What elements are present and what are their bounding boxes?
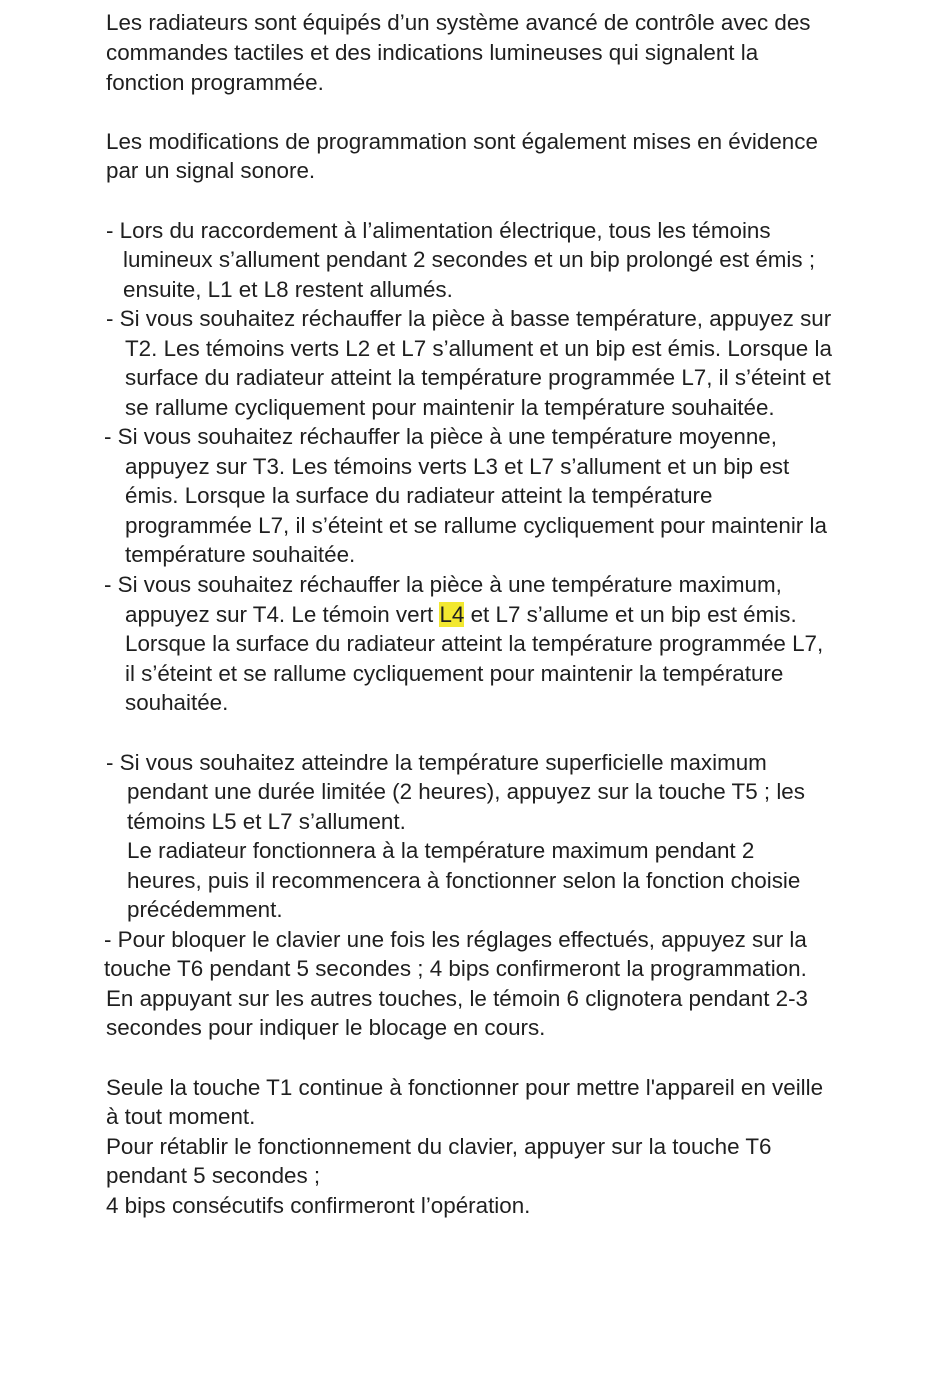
max-temp-item-line-4: il s’éteint et se rallume cycliquement pour maintenir la température (125, 661, 784, 686)
low-temp-item-line-1: - Si vous souhaitez réchauffer la pièce à basse température, appuyez sur (106, 306, 832, 331)
boost-item-line-2: pendant une durée limitée (2 heures), appuyez sur la touche T5 ; les (127, 779, 805, 804)
max-temp-item-line-2-end: et L7 s’allume et un bip est émis. (464, 602, 797, 627)
max-temp-item-line-2-start: appuyez sur T4. Le témoin vert (125, 602, 440, 627)
boost-item-line-6: précédemment. (127, 897, 283, 922)
power-item-line-2: lumineux s’allument pendant 2 secondes et un bip prolongé est émis ; (123, 247, 816, 272)
highlighted-led-label: L4 (439, 602, 465, 627)
boost-item-line-3: témoins L5 et L7 s’allument. (127, 809, 406, 834)
medium-temp-item-line-5: température souhaitée. (125, 542, 356, 567)
modif-line-1: Les modifications de programmation sont également mises en évidence (106, 129, 818, 154)
medium-temp-item-line-4: programmée L7, il s’éteint et se rallume cycliquement pour maintenir la (125, 513, 827, 538)
outro-line-5: 4 bips consécutifs confirmeront l’opération. (106, 1193, 531, 1218)
low-temp-item-line-4: se rallume cycliquement pour maintenir la température souhaitée. (125, 395, 775, 420)
power-item-line-3: ensuite, L1 et L8 restent allumés. (123, 277, 453, 302)
power-item-line-1: - Lors du raccordement à l’alimentation électrique, tous les témoins (106, 218, 771, 243)
low-temp-item-line-3: surface du radiateur atteint la température programmée L7, il s’éteint et (125, 365, 831, 390)
outro-line-1: Seule la touche T1 continue à fonctionner pour mettre l'appareil en veille (106, 1075, 824, 1100)
max-temp-item-line-2 (125, 600, 797, 630)
outro-line-3: Pour rétablir le fonctionnement du clavier, appuyer sur la touche T6 (106, 1134, 772, 1159)
max-temp-item-line-3: Lorsque la surface du radiateur atteint la température programmée L7, (125, 631, 824, 656)
lock-item-line-3: En appuyant sur les autres touches, le témoin 6 clignotera pendant 2-3 (106, 986, 809, 1011)
intro-line-2: commandes tactiles et des indications lumineuses qui signalent la (106, 40, 759, 65)
outro-line-2: à tout moment. (106, 1104, 256, 1129)
max-temp-item-line-5: souhaitée. (125, 690, 229, 715)
lock-item-line-4: secondes pour indiquer le blocage en cours. (106, 1015, 546, 1040)
boost-item-line-5: heures, puis il recommencera à fonctionner selon la fonction choisie (127, 868, 801, 893)
medium-temp-item-line-2: appuyez sur T3. Les témoins verts L3 et L7 s’allument et un bip est (125, 454, 790, 479)
lock-item-line-2: touche T6 pendant 5 secondes ; 4 bips confirmeront la programmation. (104, 956, 807, 981)
medium-temp-item-line-1: - Si vous souhaitez réchauffer la pièce à une température moyenne, (104, 424, 777, 449)
boost-item-line-1: - Si vous souhaitez atteindre la température superficielle maximum (106, 750, 767, 775)
intro-line-3: fonction programmée. (106, 70, 324, 95)
intro-line-1: Les radiateurs sont équipés d’un système avancé de contrôle avec des (106, 10, 811, 35)
medium-temp-item-line-3: émis. Lorsque la surface du radiateur atteint la température (125, 483, 713, 508)
outro-line-4: pendant 5 secondes ; (106, 1163, 321, 1188)
low-temp-item-line-2: T2. Les témoins verts L2 et L7 s’allument et un bip est émis. Lorsque la (125, 336, 832, 361)
max-temp-item-line-1: - Si vous souhaitez réchauffer la pièce à une température maximum, (104, 572, 782, 597)
boost-item-line-4: Le radiateur fonctionnera à la température maximum pendant 2 (127, 838, 755, 863)
modif-line-2: par un signal sonore. (106, 158, 316, 183)
lock-item-line-1: - Pour bloquer le clavier une fois les réglages effectués, appuyez sur la (104, 927, 807, 952)
